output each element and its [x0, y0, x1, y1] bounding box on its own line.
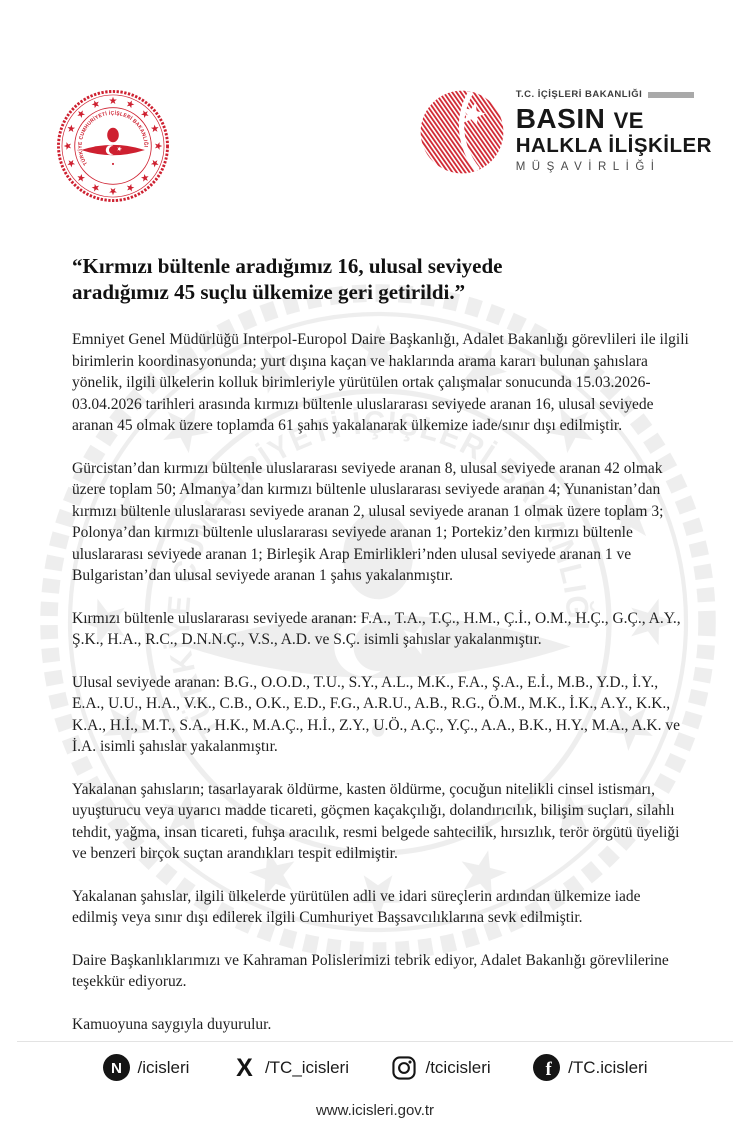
press-office-logo [418, 88, 712, 176]
press-logo-bar [648, 92, 694, 98]
social-handle: /TC.icisleri [568, 1057, 648, 1077]
svg-text:X: X [236, 1055, 253, 1080]
header [0, 0, 750, 204]
press-title-line1: BASIN [515, 102, 606, 134]
nsosyal-icon [103, 1054, 130, 1081]
press-subtitle: MÜŞAVİRLİĞİ [515, 161, 661, 174]
social-handle: /tcicisleri [425, 1057, 491, 1077]
instagram-icon [391, 1055, 417, 1081]
x-icon [232, 1055, 257, 1080]
footer-divider [17, 1041, 733, 1042]
press-title-line1b: VE [613, 107, 644, 133]
press-office-circle-icon [418, 88, 506, 176]
svg-text:f: f [545, 1059, 552, 1081]
press-ministry-label: T.C. İÇİŞLERİ BAKANLIĞI [515, 89, 643, 101]
paragraph-extradition: Yakalanan şahıslar, ilgili ülkelerde yürütülen adli ve idari süreçlerin ardından ülkemize iade edilmiş veya sınır dışı edilerek ilgili Cumhuriyet Başsavcılıklarına sevk edilmiştir. [72, 887, 641, 927]
press-release-title: “Kırmızı bültenle aradığımız 16, ulusal seviyede aradığımız 45 suçlu ülkemize geri getirildi.” [72, 254, 503, 304]
social-handle: /icisleri [137, 1057, 190, 1077]
paragraph-summary: Emniyet Genel Müdürlüğü Interpol-Europol Daire Başkanlığı, Adalet Bakanlığı görevlileri ile ilgili birimlerin koordinasyonunda; yurt dışına kaçan ve haklarında arama kararı bulunan şahıslara yönelik, ilgili ülkelerin kolluk birimleriyle yürütülen ortak çalışmalar sonucunda 15.03.2026-03.04.2026 tarihleri arasında kırmızı bültenle uluslararası seviyede aranan 16, ulusal seviyede aranan 45 olmak üzere toplamda 61 şahıs yakalanarak ülkemize iade/sınır dışı edilmiştir. [72, 331, 689, 435]
paragraph-crimes: Yakalanan şahısların; tasarlayarak öldürme, kasten öldürme, çocuğun nitelikli cinsel istismarı, uyuşturucu veya uyarıcı madde ticareti, göçmen kaçakçılığı, dolandırıcılık, bilişim suçları, silahlı tehdit, yağma, insan ticareti, fuhşa aracılık, resmi belgede sahtecilik, hırsızlık, terör örgütü üyeliği ve benzeri birçok suçtan arandıkları tespit edilmiştir. [72, 780, 680, 863]
website-url[interactable]: www.icisleri.gov.tr [315, 1102, 435, 1119]
social-link-facebook[interactable] [533, 1054, 647, 1081]
social-handle: /TC_icisleri [264, 1057, 349, 1077]
social-link-instagram[interactable] [391, 1055, 490, 1081]
footer [0, 1041, 750, 1119]
social-link-nsosyal[interactable] [103, 1054, 190, 1081]
facebook-icon [533, 1054, 560, 1081]
press-release-body [0, 204, 750, 1035]
social-links-row [103, 1054, 648, 1081]
paragraph-national-initials: Ulusal seviyede aranan: B.G., O.O.D., T.U., S.Y., A.L., M.K., F.A., Ş.A., E.İ., M.B., Y.D., İ.Y., E.A., U.U., H.A., V.K., C.B., O.K., E.D., F.G., A.R.U., A.B., R.G., Ö.M., M.K., İ.K., A.Y., K.K., K.A., H.İ., M.T., S.A., H.K., M.A.Ç., H.İ., Z.Y., U.Ö., A.Ç., Y.Ç., A.A., B.K., H.Y., M.A., A.K. ve İ.A. isimli şahıslar yakalanmıştır. [72, 673, 680, 756]
paragraph-closing: Kamuoyuna saygıyla duyurulur. [72, 1015, 272, 1033]
ministry-seal-logo [55, 88, 171, 204]
svg-text:N: N [110, 1059, 122, 1077]
press-title-line2: HALKLA İLİŞKİLER [515, 133, 712, 157]
paragraph-countries: Gürcistan’dan kırmızı bültenle uluslararası seviyede aranan 8, ulusal seviyede aranan 42 olmak üzere toplam 50; Almanya’dan kırmızı bültenle uluslararası seviyede aranan 4; Yunanistan’dan kırmızı bültenle uluslararası seviyede aranan 2, ulusal seviyede aranan 1 olmak üzere toplam 3; Polonya’dan kırmızı bültenle uluslararası seviyede aranan 1; Portekiz’den kırmızı bültenle uluslararası seviyede aranan 1; Birleşik Arap Emirlikleri’nden ulusal seviyede aranan 1 ve Bulgaristan’dan ulusal seviyede aranan 1 şahıs yakalanmıştır. [72, 459, 664, 585]
social-link-x[interactable] [232, 1055, 349, 1080]
paragraph-thanks: Daire Başkanlıklarımızı ve Kahraman Polislerimizi tebrik ediyor, Adalet Bakanlığı görevlilerine teşekkür ediyoruz. [72, 951, 669, 991]
paragraph-red-notice-initials: Kırmızı bültenle uluslararası seviyede aranan: F.A., T.A., T.Ç., H.M., Ç.İ., O.M., H.Ç., G.Ç., A.Y., Ş.K., H.A., R.C., D.N.N.Ç., V.S., A.D. ve S.Ç. isimli şahıslar yakalanmıştır. [72, 609, 681, 649]
